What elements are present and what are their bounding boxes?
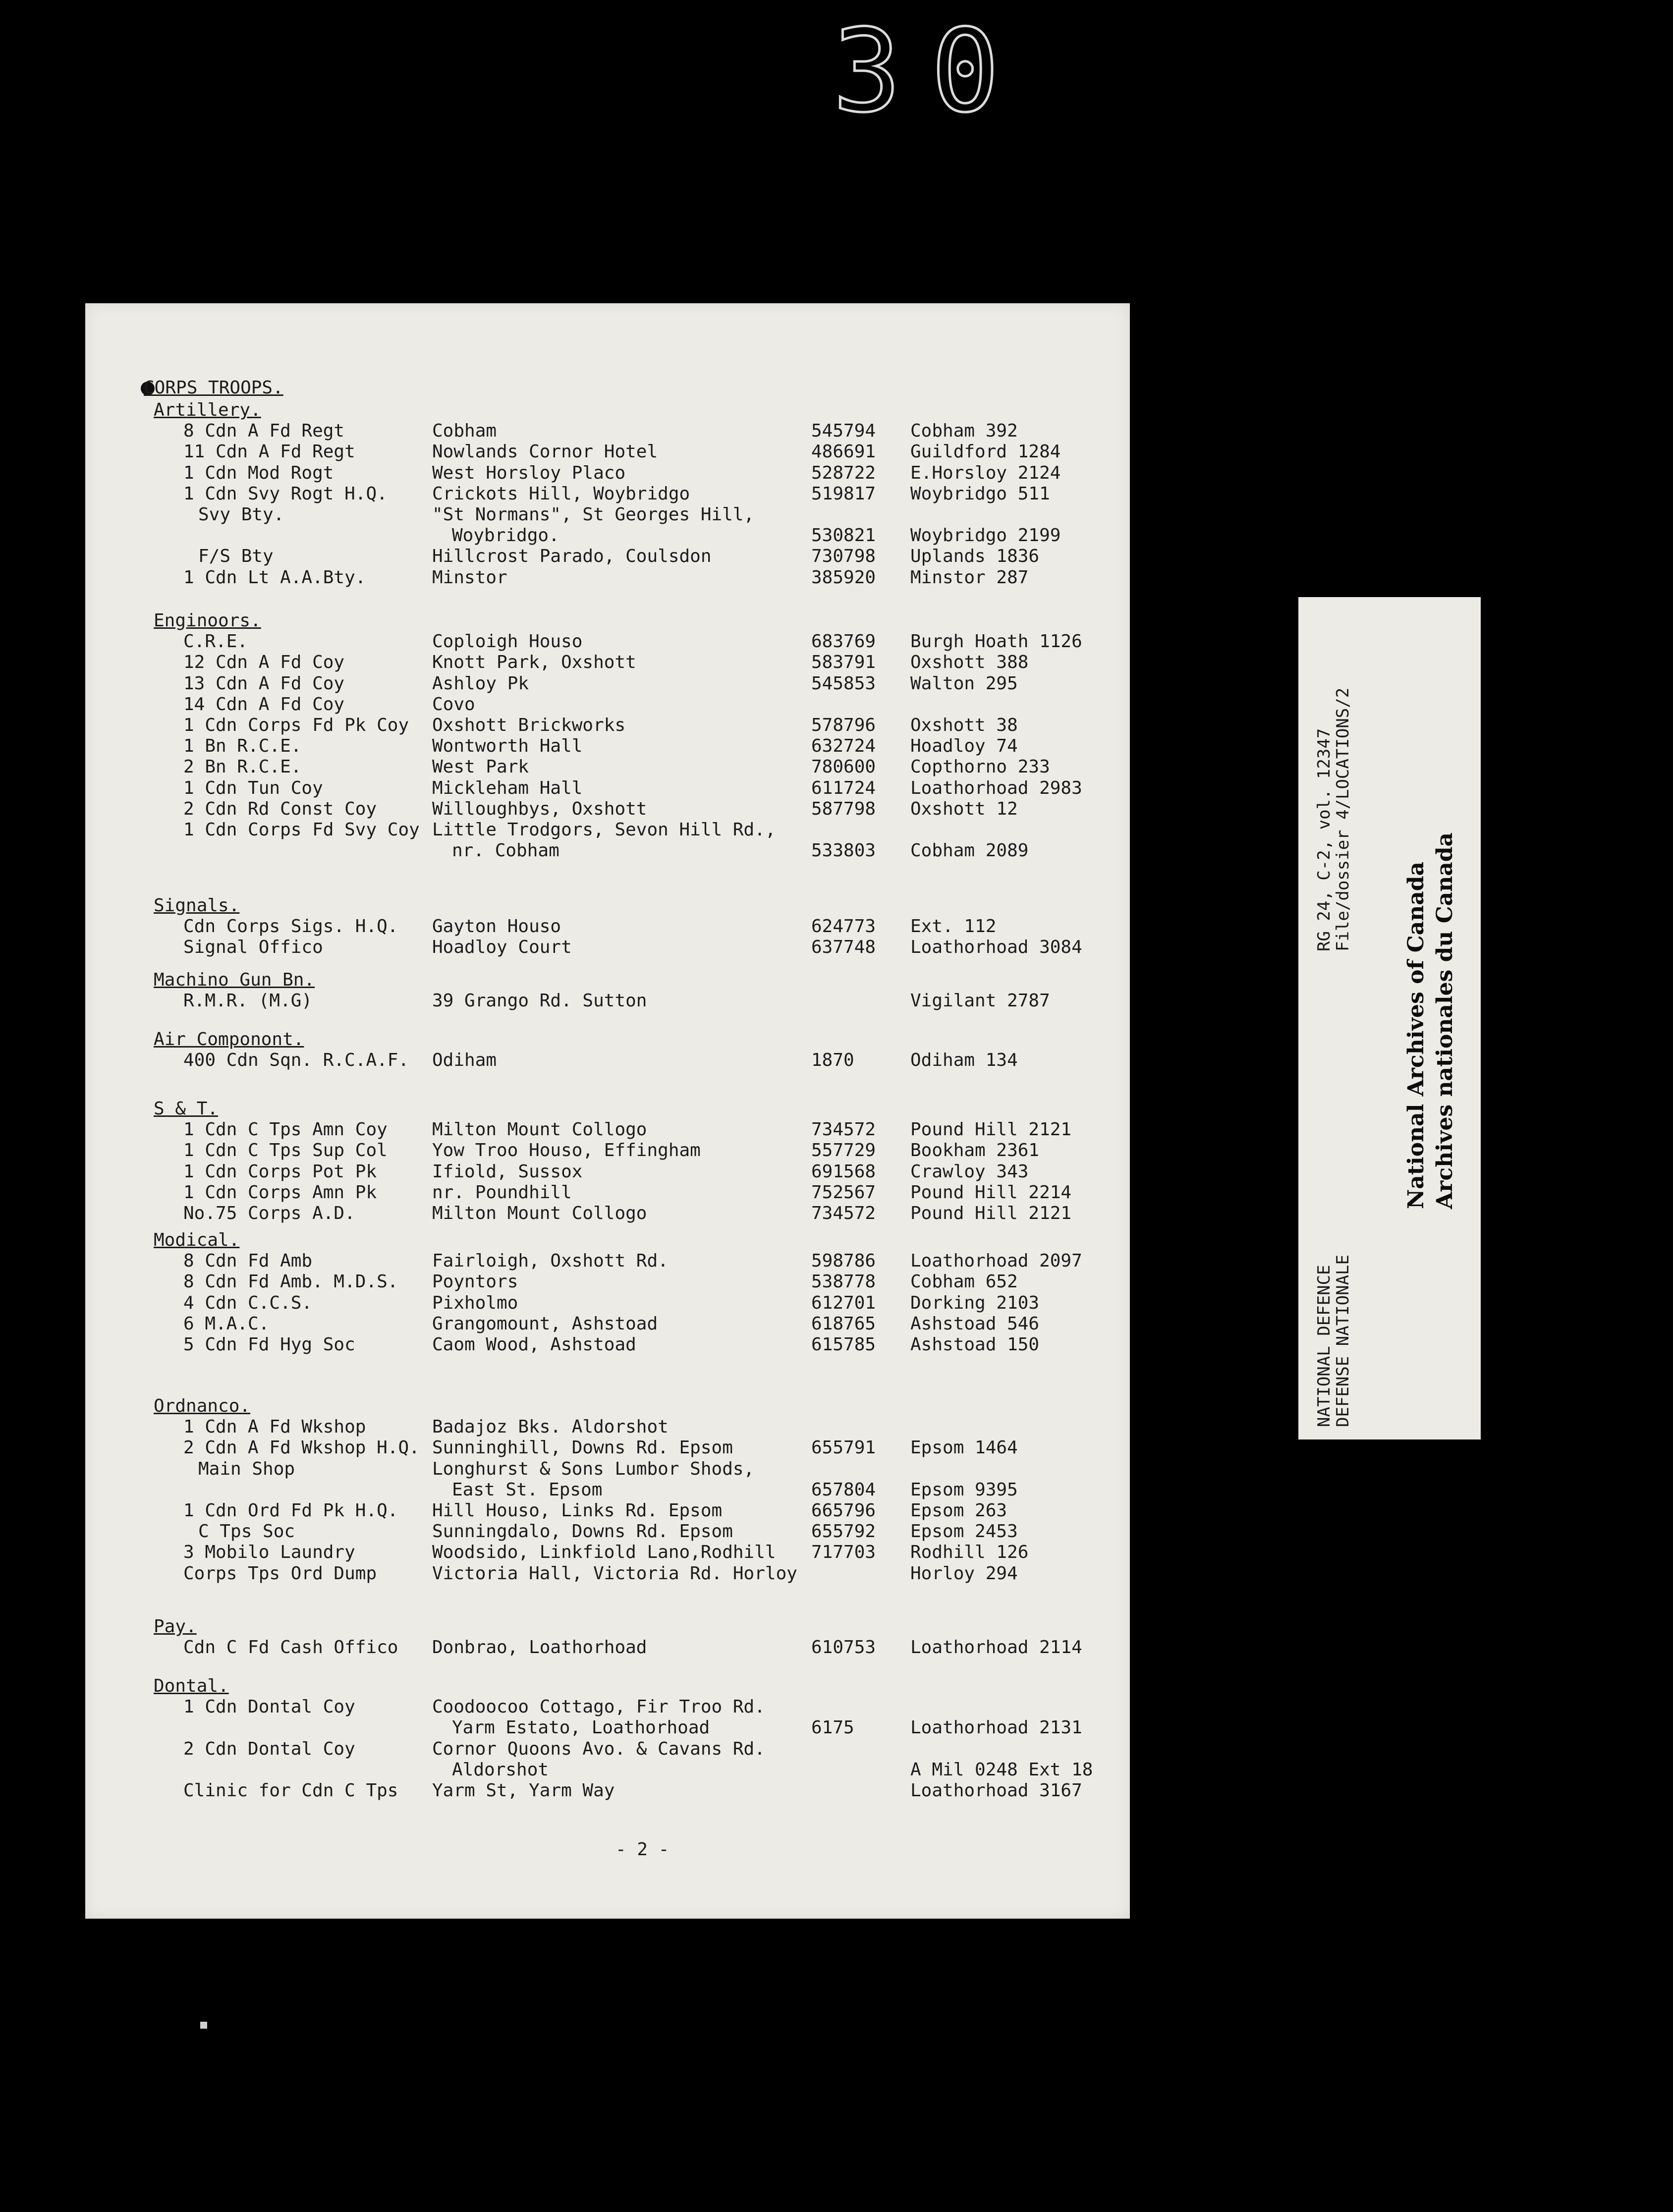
table-row (85, 757, 1130, 777)
telephone-cell: Pound Hill 2214 (910, 1182, 1072, 1203)
map-reference-cell: 612701 (811, 1292, 876, 1313)
location-cell: East St. Epsom (452, 1479, 603, 1500)
unit-cell: C.R.E. (183, 631, 248, 652)
map-reference-cell: 557729 (811, 1140, 876, 1161)
location-cell: Gayton Houso (432, 916, 561, 937)
telephone-cell: Loathorhoad 2114 (910, 1637, 1082, 1658)
location-cell: Crickots Hill, Woybridgo (432, 483, 690, 504)
location-cell: Milton Mount Collogo (432, 1203, 647, 1223)
table-row (85, 652, 1130, 673)
map-reference-cell: 665796 (811, 1500, 876, 1521)
telephone-cell: E.Horsloy 2124 (910, 462, 1061, 483)
location-cell: Caom Wood, Ashstoad (432, 1334, 636, 1355)
table-row (85, 1563, 1130, 1584)
telephone-cell: Epsom 9395 (910, 1479, 1018, 1500)
location-cell: Ashloy Pk (432, 673, 529, 694)
unit-cell: 13 Cdn A Fd Coy (183, 673, 345, 694)
telephone-cell: Bookham 2361 (910, 1140, 1040, 1161)
telephone-cell: Ext. 112 (910, 916, 997, 937)
map-reference-cell: 657804 (811, 1479, 876, 1500)
unit-cell: 1 Cdn A Fd Wkshop (183, 1417, 366, 1438)
location-cell: Odiham (432, 1050, 497, 1071)
table-row (85, 1050, 1130, 1071)
unit-cell: 1 Cdn Corps Fd Svy Coy (183, 820, 420, 840)
telephone-cell: Ashstoad 150 (910, 1334, 1040, 1355)
telephone-cell: Cobham 392 (910, 421, 1018, 442)
map-reference-cell: 611724 (811, 777, 876, 798)
map-reference-cell: 624773 (811, 916, 876, 937)
unit-cell: 1 Cdn Tun Coy (183, 777, 323, 798)
location-cell: nr. Poundhill (432, 1182, 572, 1203)
archive-name-en: National Archives of Canada (1403, 861, 1429, 1209)
table-row (85, 1119, 1130, 1140)
table-row (85, 463, 1130, 484)
location-cell: Donbrao, Loathorhoad (432, 1637, 647, 1658)
table-row (85, 799, 1130, 820)
location-cell: Sunninghill, Downs Rd. Epsom (432, 1438, 733, 1458)
telephone-cell: Minstor 287 (910, 567, 1029, 588)
map-reference-cell: 486691 (811, 442, 876, 462)
unit-cell: 3 Mobilo Laundry (183, 1542, 355, 1563)
section-heading: Enginoors. (154, 610, 261, 631)
telephone-cell: Vigilant 2787 (910, 991, 1050, 1011)
telephone-cell: Pound Hill 2121 (910, 1119, 1072, 1140)
telephone-cell: Loathorhoad 2131 (910, 1717, 1082, 1738)
table-row (85, 991, 1130, 1011)
table-row (85, 567, 1130, 588)
location-cell: Poyntors (432, 1272, 518, 1292)
location-cell: Aldorshot (452, 1759, 549, 1780)
location-cell: Willoughbys, Oxshott (432, 798, 647, 819)
location-cell: Hoadloy Court (432, 937, 572, 958)
section-heading: Artillery. (154, 400, 261, 420)
location-cell: Knott Park, Oxshott (432, 652, 636, 673)
unit-cell: 8 Cdn A Fd Regt (183, 421, 345, 442)
location-cell: Longhurst & Sons Lumbor Shods, (432, 1458, 755, 1479)
map-reference-cell: 385920 (811, 567, 876, 588)
location-cell: Yarm Estato, Loathorhoad (452, 1717, 710, 1738)
section-heading: Air Componont. (154, 1029, 304, 1050)
table-row (85, 916, 1130, 937)
map-reference-cell: 717703 (811, 1542, 876, 1563)
map-reference-cell: 734572 (811, 1119, 876, 1140)
unit-cell: 5 Cdn Fd Hyg Soc (183, 1334, 355, 1355)
section-heading: Machino Gun Bn. (154, 970, 315, 990)
department-name-en: NATIONAL DEFENCE (1314, 1265, 1334, 1427)
table-row (85, 1182, 1130, 1203)
table-row (85, 546, 1130, 567)
location-cell: Pixholmo (432, 1292, 518, 1313)
table-row (85, 673, 1130, 694)
table-row (85, 1739, 1130, 1760)
table-row (85, 525, 1130, 546)
table-row (85, 1780, 1130, 1801)
frame-number: 30 (833, 5, 1029, 138)
table-row (85, 736, 1130, 757)
section-heading: Dontal. (154, 1676, 229, 1696)
unit-cell: No.75 Corps A.D. (183, 1203, 355, 1223)
telephone-cell: Epsom 1464 (910, 1438, 1018, 1458)
table-row (85, 1293, 1130, 1314)
unit-cell: 6 M.A.C. (183, 1313, 270, 1334)
unit-cell: 1 Cdn Lt A.A.Bty. (183, 567, 366, 588)
unit-cell: 2 Bn R.C.E. (183, 757, 302, 777)
unit-cell: Main Shop (198, 1458, 295, 1479)
unit-cell: Cdn C Fd Cash Offico (183, 1637, 398, 1658)
table-row (85, 715, 1130, 736)
table-row (85, 1717, 1130, 1738)
archive-reference-volume: RG 24, C-2, vol. 12347 (1314, 728, 1334, 951)
location-cell: Milton Mount Collogo (432, 1119, 647, 1140)
unit-cell: Clinic for Cdn C Tps (183, 1780, 398, 1801)
telephone-cell: Cobham 2089 (910, 840, 1029, 861)
table-row (85, 820, 1130, 840)
map-reference-cell: 618765 (811, 1313, 876, 1334)
unit-cell: Corps Tps Ord Dump (183, 1563, 377, 1584)
telephone-cell: Horloy 294 (910, 1563, 1018, 1584)
table-row (85, 1140, 1130, 1161)
table-row (85, 631, 1130, 652)
table-row (85, 1521, 1130, 1542)
map-reference-cell: 730798 (811, 546, 876, 567)
location-cell: Coploigh Houso (432, 631, 583, 652)
location-cell: Sunningdalo, Downs Rd. Epsom (432, 1521, 733, 1542)
table-row (85, 1251, 1130, 1272)
location-cell: "St Normans", St Georges Hill, (432, 504, 755, 525)
unit-cell: 2 Cdn Dontal Coy (183, 1738, 355, 1759)
location-cell: Victoria Hall, Victoria Rd. Horloy (432, 1563, 797, 1584)
map-reference-cell: 632724 (811, 736, 876, 757)
unit-cell: 14 Cdn A Fd Coy (183, 694, 345, 715)
unit-cell: 1 Cdn Mod Rogt (183, 462, 334, 483)
location-cell: Ifiold, Sussox (432, 1161, 583, 1182)
telephone-cell: Hoadloy 74 (910, 736, 1018, 757)
map-reference-cell: 528722 (811, 462, 876, 483)
unit-cell: 1 Bn R.C.E. (183, 736, 302, 757)
telephone-cell: Rodhill 126 (910, 1542, 1029, 1563)
unit-cell: 1 Cdn Corps Fd Pk Coy (183, 715, 409, 735)
location-cell: West Park (432, 757, 529, 777)
telephone-cell: Ashstoad 546 (910, 1313, 1040, 1334)
telephone-cell: Odiham 134 (910, 1050, 1018, 1071)
section-heading: Signals. (154, 895, 240, 916)
map-reference-cell: 519817 (811, 483, 876, 504)
location-cell: Nowlands Cornor Hotel (432, 442, 658, 462)
map-reference-cell: 752567 (811, 1182, 876, 1203)
telephone-cell: Epsom 263 (910, 1500, 1007, 1521)
telephone-cell: Oxshott 12 (910, 798, 1018, 819)
location-cell: Hillcrost Parado, Coulsdon (432, 546, 712, 567)
location-cell: Wontworth Hall (432, 736, 583, 757)
section-heading: Modical. (154, 1230, 240, 1250)
section-heading: Ordnanco. (154, 1396, 251, 1416)
unit-cell: 12 Cdn A Fd Coy (183, 652, 345, 673)
table-row (85, 1637, 1130, 1658)
map-reference-cell: 530821 (811, 525, 876, 546)
table-row (85, 1438, 1130, 1458)
telephone-cell: Loathorhoad 2097 (910, 1251, 1082, 1272)
telephone-cell: Guildford 1284 (910, 442, 1061, 462)
map-reference-cell: 734572 (811, 1203, 876, 1223)
table-row (85, 937, 1130, 958)
telephone-cell: Copthorno 233 (910, 757, 1050, 777)
table-row (85, 778, 1130, 799)
location-cell: West Horsloy Placo (432, 462, 626, 483)
unit-cell: 2 Cdn Rd Const Coy (183, 798, 377, 819)
unit-cell: 2 Cdn A Fd Wkshop H.Q. (183, 1438, 420, 1458)
location-cell: Little Trodgors, Sevon Hill Rd., (432, 820, 776, 840)
map-reference-cell: 780600 (811, 757, 876, 777)
unit-cell: 1 Cdn C Tps Sup Col (183, 1140, 388, 1161)
telephone-cell: Crawloy 343 (910, 1161, 1029, 1182)
location-cell: Cobham (432, 421, 497, 442)
unit-cell: Signal Offico (183, 937, 323, 958)
map-reference-cell: 545853 (811, 673, 876, 694)
table-row (85, 840, 1130, 861)
department-name-fr: DEFENSE NATIONALE (1333, 1255, 1353, 1427)
telephone-cell: Epsom 2453 (910, 1521, 1018, 1542)
location-cell: Minstor (432, 567, 507, 588)
unit-cell: 11 Cdn A Fd Regt (183, 442, 355, 462)
unit-cell: C Tps Soc (198, 1521, 295, 1542)
location-cell: Hill Houso, Links Rd. Epsom (432, 1500, 723, 1521)
location-cell: Mickleham Hall (432, 777, 583, 798)
film-speck (200, 2022, 207, 2029)
unit-cell: Svy Bty. (198, 504, 284, 525)
table-row (85, 1500, 1130, 1521)
location-cell: Coodoocoo Cottago, Fir Troo Rd. (432, 1697, 765, 1717)
unit-cell: F/S Bty (198, 546, 274, 567)
table-row (85, 1334, 1130, 1355)
location-cell: Cornor Quoons Avo. & Cavans Rd. (432, 1738, 765, 1759)
unit-cell: R.M.R. (M.G) (183, 991, 313, 1011)
map-reference-cell: 538778 (811, 1272, 876, 1292)
document-page (85, 303, 1130, 1919)
telephone-cell: Dorking 2103 (910, 1292, 1040, 1313)
unit-cell: Cdn Corps Sigs. H.Q. (183, 916, 398, 937)
table-row (85, 1480, 1130, 1500)
telephone-cell: Cobham 652 (910, 1272, 1018, 1292)
map-reference-cell: 578796 (811, 715, 876, 735)
section-heading: Pay. (154, 1616, 197, 1637)
map-reference-cell: 1870 (811, 1050, 854, 1071)
table-row (85, 442, 1130, 462)
location-cell: Covo (432, 694, 475, 715)
unit-cell: 1 Cdn Svy Rogt H.Q. (183, 483, 388, 504)
telephone-cell: Burgh Hoath 1126 (910, 631, 1082, 652)
page-number: - 2 - (615, 1839, 669, 1860)
telephone-cell: Woybridgo 2199 (910, 525, 1061, 546)
telephone-cell: Loathorhoad 3167 (910, 1780, 1082, 1801)
telephone-cell: A Mil 0248 Ext 18 (910, 1759, 1093, 1780)
section-heading: S & T. (154, 1099, 219, 1119)
table-row (85, 504, 1130, 525)
table-row (85, 1542, 1130, 1563)
location-cell: 39 Grango Rd. Sutton (432, 991, 647, 1011)
archive-reference-file: File/dossier 4/LOCATIONS/2 (1333, 687, 1353, 951)
map-reference-cell: 610753 (811, 1637, 876, 1658)
telephone-cell: Woybridgo 511 (910, 483, 1050, 504)
table-row (85, 1697, 1130, 1717)
telephone-cell: Loathorhoad 2983 (910, 777, 1082, 798)
unit-cell: 8 Cdn Fd Amb (183, 1251, 313, 1272)
location-cell: Yarm St, Yarm Way (432, 1780, 615, 1801)
unit-cell: 1 Cdn Corps Amn Pk (183, 1182, 377, 1203)
table-row (85, 694, 1130, 715)
map-reference-cell: 655792 (811, 1521, 876, 1542)
telephone-cell: Uplands 1836 (910, 546, 1040, 567)
map-reference-cell: 691568 (811, 1161, 876, 1182)
table-row (85, 1314, 1130, 1334)
unit-cell: 4 Cdn C.C.S. (183, 1292, 313, 1313)
document-body (85, 303, 1130, 1919)
map-reference-cell: 533803 (811, 840, 876, 861)
telephone-cell: Oxshott 38 (910, 715, 1018, 735)
unit-cell: 1 Cdn Ord Fd Pk H.Q. (183, 1500, 398, 1521)
location-cell: Yow Troo Houso, Effingham (432, 1140, 701, 1161)
map-reference-cell: 655791 (811, 1438, 876, 1458)
map-reference-cell: 583791 (811, 652, 876, 673)
telephone-cell: Loathorhoad 3084 (910, 937, 1082, 958)
telephone-cell: Oxshott 388 (910, 652, 1029, 673)
map-reference-cell: 683769 (811, 631, 876, 652)
location-cell: Woybridgo. (452, 525, 559, 546)
location-cell: nr. Cobham (452, 840, 559, 861)
location-cell: Grangomount, Ashstoad (432, 1313, 658, 1334)
map-reference-cell: 598786 (811, 1251, 876, 1272)
map-reference-cell: 6175 (811, 1717, 854, 1738)
map-reference-cell: 637748 (811, 937, 876, 958)
telephone-cell: Pound Hill 2121 (910, 1203, 1072, 1223)
table-row (85, 1161, 1130, 1182)
unit-cell: 400 Cdn Sqn. R.C.A.F. (183, 1050, 409, 1071)
unit-cell: 1 Cdn Corps Pot Pk (183, 1161, 377, 1182)
unit-cell: 1 Cdn Dontal Coy (183, 1697, 355, 1717)
table-row (85, 421, 1130, 442)
location-cell: Fairloigh, Oxshott Rd. (432, 1251, 669, 1272)
table-row (85, 1459, 1130, 1480)
unit-cell: 8 Cdn Fd Amb. M.D.S. (183, 1272, 398, 1292)
table-row (85, 1417, 1130, 1438)
table-row (85, 1760, 1130, 1780)
location-cell: Woodsido, Linkfiold Lano,Rodhill (432, 1542, 776, 1563)
map-reference-cell: 615785 (811, 1334, 876, 1355)
document-title: CORPS TROOPS. (144, 378, 283, 398)
map-reference-cell: 545794 (811, 421, 876, 442)
archive-name-fr: Archives nationales du Canada (1432, 832, 1457, 1209)
table-row (85, 1203, 1130, 1224)
map-reference-cell: 587798 (811, 798, 876, 819)
table-row (85, 1272, 1130, 1292)
table-row (85, 484, 1130, 504)
location-cell: Badajoz Bks. Aldorshot (432, 1417, 669, 1438)
telephone-cell: Walton 295 (910, 673, 1018, 694)
location-cell: Oxshott Brickworks (432, 715, 626, 735)
unit-cell: 1 Cdn C Tps Amn Coy (183, 1119, 388, 1140)
